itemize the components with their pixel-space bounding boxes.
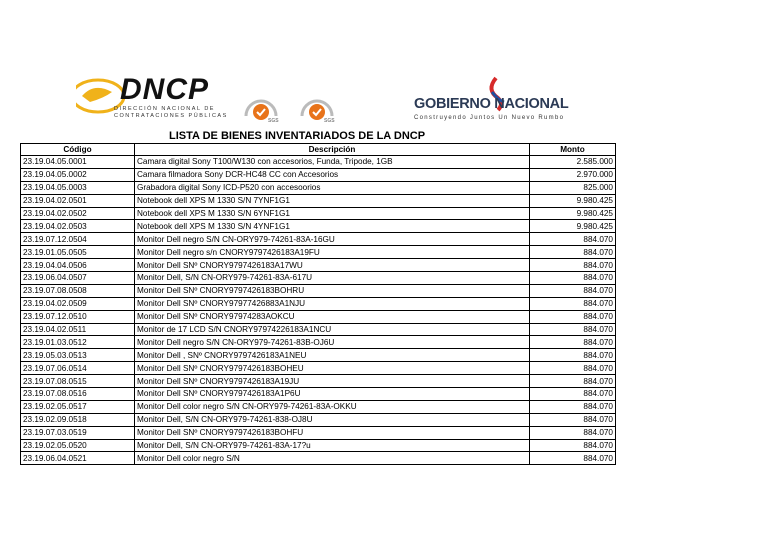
table-row (21, 452, 616, 465)
cell-description: Grabadora digital Sony ICD-P520 con accesoorios (135, 181, 530, 194)
cell-description: Monitor Dell SNº CNORY97977426883A1NJU (135, 297, 530, 310)
cell-code: 23.19.07.08.0515 (21, 375, 135, 388)
table-row (21, 156, 616, 169)
table-row (21, 439, 616, 452)
cell-description: Monitor Dell color negro S/N CN-ORY979-74261-83A-OKKU (135, 400, 530, 413)
cell-description: Monitor Dell SNº CNORY9797426183A1P6U (135, 388, 530, 401)
cell-description: Monitor Dell SNº CNORY9797426183A19JU (135, 375, 530, 388)
cell-code: 23.19.02.05.0520 (21, 439, 135, 452)
column-header-amount: Monto (530, 144, 616, 156)
dncp-wordmark: DNCP (120, 73, 210, 106)
cell-amount: 884.070 (530, 439, 616, 452)
cell-description: Notebook dell XPS M 1330 S/N 7YNF1G1 (135, 194, 530, 207)
gobierno-tagline: Construyendo Juntos Un Nuevo Rumbo (414, 115, 565, 121)
cell-description: Monitor Dell, S/N CN-ORY979-74261-83A-17?u (135, 439, 530, 452)
cell-amount: 884.070 (530, 426, 616, 439)
cell-code: 23.19.04.05.0003 (21, 181, 135, 194)
cell-description: Notebook dell XPS M 1330 S/N 6YNF1G1 (135, 207, 530, 220)
cell-code: 23.19.06.04.0521 (21, 452, 135, 465)
cell-code: 23.19.02.09.0518 (21, 413, 135, 426)
cell-description: Camara filmadora Sony DCR-HC48 CC con Accesorios (135, 168, 530, 181)
cell-amount: 884.070 (530, 310, 616, 323)
cell-amount: 884.070 (530, 388, 616, 401)
table-row (21, 284, 616, 297)
cell-code: 23.19.04.02.0503 (21, 220, 135, 233)
cell-code: 23.19.04.05.0002 (21, 168, 135, 181)
cell-description: Monitor Dell color negro S/N (135, 452, 530, 465)
gobierno-nacional-wordmark: GOBIERNO NACIONAL (414, 96, 569, 112)
table-row (21, 413, 616, 426)
cell-amount: 884.070 (530, 375, 616, 388)
table-row (21, 323, 616, 336)
cell-description: Notebook dell XPS M 1330 S/N 4YNF1G1 (135, 220, 530, 233)
cell-description: Monitor Dell SNº CNORY9797426183BOHEU (135, 362, 530, 375)
cell-description: Monitor Dell negro S/N CN-ORY979-74261-83A-16GU (135, 233, 530, 246)
cell-code: 23.19.07.03.0519 (21, 426, 135, 439)
cell-description: Monitor Dell negro S/N CN-ORY979-74261-83B-OJ6U (135, 336, 530, 349)
cell-code: 23.19.04.02.0502 (21, 207, 135, 220)
cell-code: 23.19.01.05.0505 (21, 246, 135, 259)
cell-code: 23.19.06.04.0507 (21, 272, 135, 285)
cell-amount: 884.070 (530, 452, 616, 465)
cell-description: Monitor Dell SNº CNORY97974283AOKCU (135, 310, 530, 323)
cell-description: Camara digital Sony T100/W130 con accesorios, Funda, Tripode, 1GB (135, 156, 530, 169)
cell-amount: 884.070 (530, 362, 616, 375)
sgs-label: SGS (324, 118, 335, 124)
cell-amount: 884.070 (530, 284, 616, 297)
table-row (21, 336, 616, 349)
cell-code: 23.19.05.03.0513 (21, 349, 135, 362)
table-row (21, 220, 616, 233)
table-row (21, 297, 616, 310)
table-header (21, 144, 616, 156)
table-row (21, 400, 616, 413)
dncp-subtitle: DIRECCIÓN NACIONAL DE CONTRATACIONES PÚBLICAS (114, 106, 228, 119)
inventory-table (20, 143, 616, 465)
cell-code: 23.19.07.06.0514 (21, 362, 135, 375)
cell-description: Monitor Dell SNº CNORY9797426183BOHRU (135, 284, 530, 297)
cell-description: Monitor de 17 LCD S/N CNORY97974226183A1NCU (135, 323, 530, 336)
table-row (21, 181, 616, 194)
cell-description: Monitor Dell SNº CNORY9797426183A17WU (135, 259, 530, 272)
cell-amount: 884.070 (530, 297, 616, 310)
cell-amount: 884.070 (530, 233, 616, 246)
cell-description: Monitor Dell , SNº CNORY9797426183A1NEU (135, 349, 530, 362)
cell-amount: 884.070 (530, 349, 616, 362)
cell-code: 23.19.02.05.0517 (21, 400, 135, 413)
cell-amount: 884.070 (530, 246, 616, 259)
column-header-description: Descripción (135, 144, 530, 156)
sgs-label: SGS (268, 118, 279, 124)
cell-code: 23.19.04.05.0001 (21, 156, 135, 169)
table-row (21, 362, 616, 375)
table-row (21, 426, 616, 439)
table-row (21, 272, 616, 285)
cell-code: 23.19.04.02.0511 (21, 323, 135, 336)
cell-code: 23.19.04.02.0509 (21, 297, 135, 310)
table-row (21, 207, 616, 220)
cell-amount: 2.585.000 (530, 156, 616, 169)
table-row (21, 310, 616, 323)
table-row (21, 233, 616, 246)
cell-code: 23.19.04.04.0506 (21, 259, 135, 272)
page-title: LISTA DE BIENES INVENTARIADOS DE LA DNCP (169, 130, 426, 142)
cell-code: 23.19.04.02.0501 (21, 194, 135, 207)
cell-amount: 825.000 (530, 181, 616, 194)
cell-amount: 884.070 (530, 413, 616, 426)
table-row (21, 194, 616, 207)
cell-amount: 2.970.000 (530, 168, 616, 181)
table-row (21, 388, 616, 401)
cell-code: 23.19.07.12.0504 (21, 233, 135, 246)
cell-amount: 884.070 (530, 400, 616, 413)
cell-description: Monitor Dell SNº CNORY9797426183BOHFU (135, 426, 530, 439)
cell-code: 23.19.01.03.0512 (21, 336, 135, 349)
table-row (21, 259, 616, 272)
cell-amount: 884.070 (530, 323, 616, 336)
cell-amount: 9.980.425 (530, 194, 616, 207)
cell-code: 23.19.07.08.0516 (21, 388, 135, 401)
cell-amount: 884.070 (530, 259, 616, 272)
cell-amount: 884.070 (530, 272, 616, 285)
table-row (21, 349, 616, 362)
table-row (21, 246, 616, 259)
cell-amount: 9.980.425 (530, 207, 616, 220)
table-row (21, 168, 616, 181)
cell-code: 23.19.07.08.0508 (21, 284, 135, 297)
cell-description: Monitor Dell negro s/n CNORY9797426183A19FU (135, 246, 530, 259)
column-header-code: Código (21, 144, 135, 156)
cell-description: Monitor Dell, S/N CN-ORY979-74261-838-OJ8U (135, 413, 530, 426)
cell-amount: 9.980.425 (530, 220, 616, 233)
cell-description: Monitor Dell, S/N CN-ORY979-74261-83A-617U (135, 272, 530, 285)
cell-amount: 884.070 (530, 336, 616, 349)
cell-code: 23.19.07.12.0510 (21, 310, 135, 323)
table-row (21, 375, 616, 388)
